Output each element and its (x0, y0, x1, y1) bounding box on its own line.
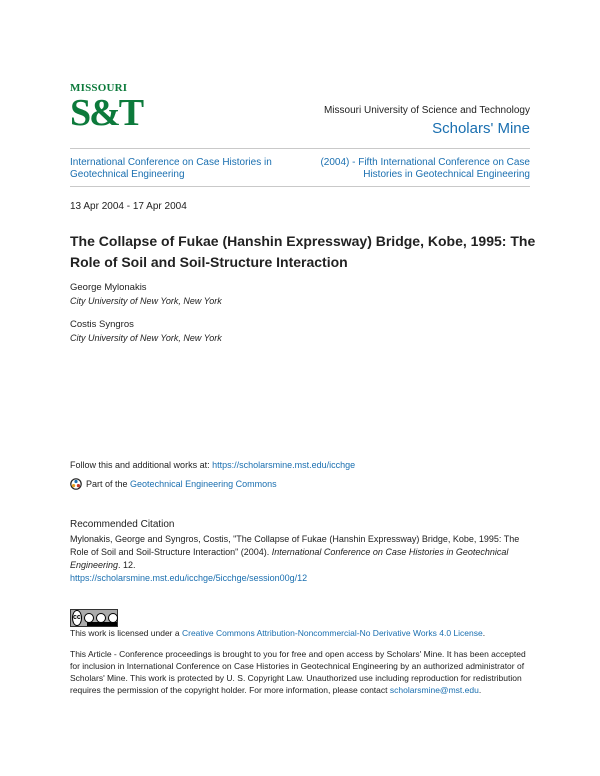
university-logo[interactable] (70, 82, 143, 140)
recommended-citation-heading: Recommended Citation (70, 519, 175, 530)
part-of-prefix: Part of the (86, 479, 128, 489)
follow-line (70, 460, 355, 470)
institution-name: Missouri University of Science and Technology (323, 105, 530, 116)
cc-license-badge-icon[interactable] (70, 609, 118, 627)
author-name: Costis Syngros (70, 319, 134, 330)
repository-link[interactable]: Scholars' Mine (432, 120, 530, 137)
citation-url-link[interactable]: https://scholarsmine.mst.edu/icchge/5icchge/session00g/12 (70, 573, 308, 583)
license-suffix: . (482, 628, 486, 638)
author-name: George Mylonakis (70, 282, 147, 293)
citation-plain: Mylonakis, George and Syngros, Costis, "The Collapse of Fukae (Hanshin Expressway) Bridge, Kobe, 1995: The Role of Soil and Soil-Structure Interaction" (2004). (70, 534, 520, 557)
collections-divider (70, 186, 530, 187)
follow-prefix: Follow this and additional works at: (70, 460, 213, 470)
license-prefix: This work is licensed under a (70, 628, 182, 638)
logo-word: MISSOURI (70, 82, 128, 94)
badge-strip (87, 622, 117, 626)
paper-title: The Collapse of Fukae (Hanshin Expressway) Bridge, Kobe, 1995: The Role of Soil and Soil-Structure Interaction (70, 233, 536, 270)
citation-text (70, 533, 536, 585)
notice-text: This Article - Conference proceedings is brought to you for free and open access by Scholars' Mine. It has been accepted for inclusion in International Conference on Case Histories in Geotechnical Engineering by an authorized administrator of Scholars' Mine. This work is protected by U. S. Copyright Law. Unauthorized use including reproduction for redistribution requires the permission of the copyright holder. For more information, please contact (70, 649, 526, 695)
header-divider (70, 148, 530, 149)
contact-email-link[interactable]: scholarsmine@mst.edu (389, 685, 479, 695)
collection-link-conference[interactable]: International Conference on Case Histories in Geotechnical Engineering (70, 157, 272, 180)
author-affiliation: City University of New York, New York (70, 333, 222, 343)
author-affiliation: City University of New York, New York (70, 296, 222, 306)
logo-mark: S&T (70, 92, 143, 134)
license-line (70, 628, 485, 638)
commons-link[interactable]: Geotechnical Engineering Commons (130, 479, 277, 489)
network-icon (70, 478, 82, 490)
citation-italic: International Conference on Case Histories in Geotechnical Engineering (70, 547, 509, 570)
part-of-line (70, 478, 277, 490)
collection-link-edition[interactable]: (2004) - Fifth International Conference on Case Histories in Geotechnical Engineering (320, 157, 530, 180)
cc-icon: cc (72, 610, 82, 626)
follow-url-link[interactable]: https://scholarsmine.mst.edu/icchge (212, 460, 356, 470)
event-date: 13 Apr 2004 - 17 Apr 2004 (70, 201, 187, 212)
access-notice (70, 648, 536, 696)
notice-suffix: . (478, 685, 482, 695)
citation-suffix: . 12. (118, 560, 136, 570)
license-link[interactable]: Creative Commons Attribution-Noncommercial-No Derivative Works 4.0 License (181, 628, 483, 638)
